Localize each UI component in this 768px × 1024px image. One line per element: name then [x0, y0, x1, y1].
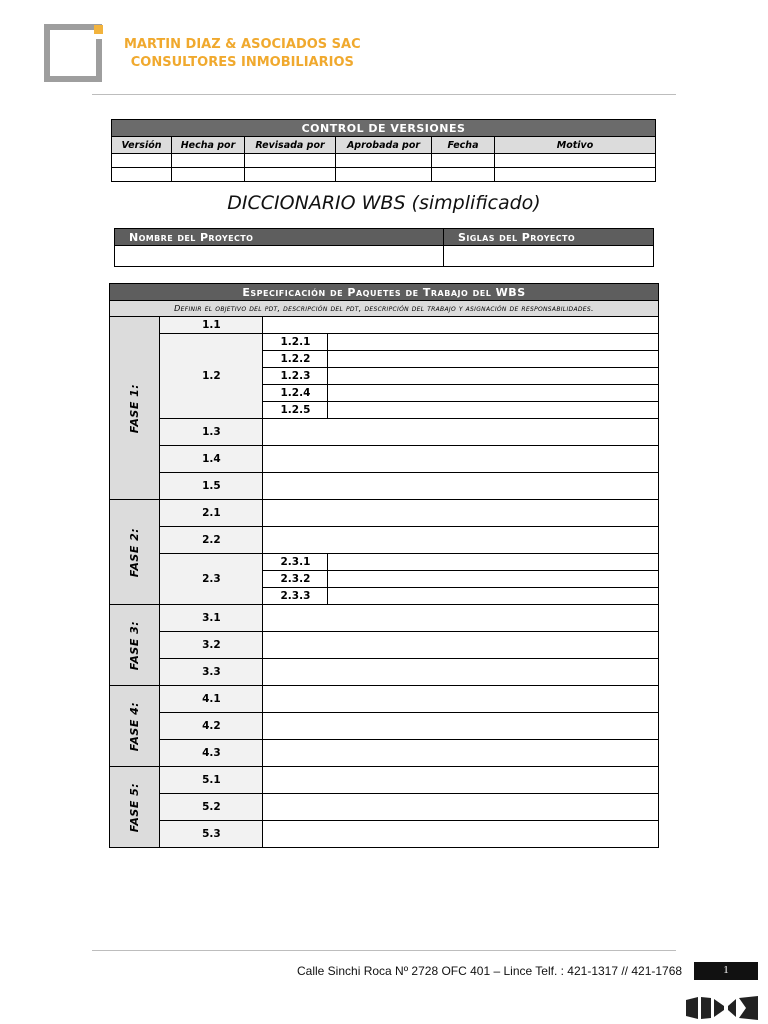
wbs-code: 3.1	[160, 605, 263, 632]
wbs-subtitle: Definir el objetivo del pdt, descripción del pdt, descripción del trabajo y asignación de responsabilidades.	[110, 301, 659, 317]
aprobada-cell[interactable]	[336, 154, 432, 168]
company-logo-icon	[44, 24, 106, 82]
wbs-description-field[interactable]	[328, 571, 659, 588]
revisada-cell[interactable]	[245, 168, 336, 182]
wbs-description-field[interactable]	[263, 821, 659, 848]
wbs-description-field[interactable]	[263, 740, 659, 767]
table-row	[110, 794, 659, 821]
page-number: 1	[694, 962, 758, 980]
wbs-code: 5.3	[160, 821, 263, 848]
footer-address: Calle Sinchi Roca Nº 2728 OFC 401 – Lince Telf. : 421-1317 // 421-1768	[297, 964, 683, 978]
table-row	[110, 659, 659, 686]
phase-label-cell	[110, 605, 160, 686]
wbs-description-field[interactable]	[263, 473, 659, 500]
wbs-code: 1.3	[160, 419, 263, 446]
wbs-code: 5.2	[160, 794, 263, 821]
wbs-description-field[interactable]	[263, 317, 659, 334]
wbs-subcode: 1.2.2	[263, 351, 328, 368]
wbs-description-field[interactable]	[263, 605, 659, 632]
table-row	[110, 713, 659, 740]
wbs-description-field[interactable]	[328, 402, 659, 419]
project-name-label: Nombre del Proyecto	[115, 229, 444, 246]
wbs-code: 2.1	[160, 500, 263, 527]
phase-label: FASE 2:	[128, 527, 142, 577]
wbs-description-field[interactable]	[328, 334, 659, 351]
wbs-title: Especificación de Paquetes de Trabajo del WBS	[110, 284, 659, 301]
wbs-description-field[interactable]	[328, 368, 659, 385]
wbs-subcode: 2.3.3	[263, 588, 328, 605]
table-row	[110, 554, 659, 571]
col-aprobada-por: Aprobada por	[336, 137, 432, 154]
wbs-description-field[interactable]	[263, 446, 659, 473]
table-row	[110, 686, 659, 713]
table-row	[110, 527, 659, 554]
table-row	[110, 334, 659, 351]
wbs-table	[109, 283, 659, 848]
table-row	[110, 767, 659, 794]
phase-label: FASE 3:	[128, 620, 142, 670]
wbs-description-field[interactable]	[263, 767, 659, 794]
wbs-description-field[interactable]	[263, 659, 659, 686]
wbs-code: 4.2	[160, 713, 263, 740]
wbs-subcode: 2.3.2	[263, 571, 328, 588]
wbs-description-field[interactable]	[263, 632, 659, 659]
version-control-title: CONTROL DE VERSIONES	[112, 120, 656, 137]
motivo-cell[interactable]	[495, 154, 656, 168]
phase-label: FASE 4:	[128, 701, 142, 751]
aprobada-cell[interactable]	[336, 168, 432, 182]
version-cell[interactable]	[112, 168, 172, 182]
phase-label-cell	[110, 767, 160, 848]
col-fecha: Fecha	[432, 137, 495, 154]
table-row	[110, 419, 659, 446]
company-line-1: MARTIN DIAZ & ASOCIADOS SAC	[124, 37, 361, 52]
wbs-code: 1.5	[160, 473, 263, 500]
document-title: DICCIONARIO WBS (simplificado)	[227, 192, 541, 214]
project-table	[114, 228, 654, 267]
table-row	[110, 446, 659, 473]
wbs-description-field[interactable]	[328, 385, 659, 402]
table-row	[112, 154, 656, 168]
hecha-cell[interactable]	[172, 154, 245, 168]
wbs-code: 1.1	[160, 317, 263, 334]
project-acronym-field[interactable]	[444, 246, 654, 267]
wbs-subcode: 1.2.3	[263, 368, 328, 385]
fecha-cell[interactable]	[432, 168, 495, 182]
company-line-2: CONSULTORES INMOBILIARIOS	[130, 55, 354, 70]
wbs-code: 2.2	[160, 527, 263, 554]
table-row	[110, 473, 659, 500]
version-control-table	[111, 119, 656, 182]
wbs-description-field[interactable]	[263, 527, 659, 554]
bowtie-logo-icon	[684, 994, 760, 1022]
wbs-description-field[interactable]	[328, 588, 659, 605]
table-row	[110, 317, 659, 334]
footer-divider	[92, 950, 676, 951]
phase-label-cell	[110, 686, 160, 767]
project-name-field[interactable]	[115, 246, 444, 267]
table-row	[110, 821, 659, 848]
wbs-code: 4.3	[160, 740, 263, 767]
revisada-cell[interactable]	[245, 154, 336, 168]
wbs-description-field[interactable]	[263, 500, 659, 527]
wbs-code: 4.1	[160, 686, 263, 713]
version-cell[interactable]	[112, 154, 172, 168]
col-hecha-por: Hecha por	[172, 137, 245, 154]
wbs-description-field[interactable]	[328, 351, 659, 368]
wbs-subcode: 2.3.1	[263, 554, 328, 571]
col-revisada-por: Revisada por	[245, 137, 336, 154]
wbs-subcode: 1.2.1	[263, 334, 328, 351]
wbs-code: 1.4	[160, 446, 263, 473]
header-divider	[92, 94, 676, 95]
table-row	[112, 168, 656, 182]
wbs-code: 3.3	[160, 659, 263, 686]
wbs-code: 1.2	[160, 334, 263, 419]
phase-label: FASE 1:	[128, 383, 142, 433]
table-row	[110, 632, 659, 659]
wbs-description-field[interactable]	[263, 419, 659, 446]
col-motivo: Motivo	[495, 137, 656, 154]
wbs-code: 5.1	[160, 767, 263, 794]
hecha-cell[interactable]	[172, 168, 245, 182]
company-name	[124, 36, 361, 72]
wbs-subcode: 1.2.5	[263, 402, 328, 419]
table-row	[110, 500, 659, 527]
table-row	[110, 605, 659, 632]
wbs-description-field[interactable]	[263, 794, 659, 821]
wbs-description-field[interactable]	[328, 554, 659, 571]
wbs-code: 3.2	[160, 632, 263, 659]
wbs-subcode: 1.2.4	[263, 385, 328, 402]
phase-label-cell	[110, 317, 160, 500]
wbs-description-field[interactable]	[263, 686, 659, 713]
wbs-code: 2.3	[160, 554, 263, 605]
wbs-description-field[interactable]	[263, 713, 659, 740]
table-row	[110, 740, 659, 767]
motivo-cell[interactable]	[495, 168, 656, 182]
phase-label-cell	[110, 500, 160, 605]
phase-label: FASE 5:	[128, 782, 142, 832]
project-acronym-label: Siglas del Proyecto	[444, 229, 654, 246]
fecha-cell[interactable]	[432, 154, 495, 168]
col-version: Versión	[112, 137, 172, 154]
